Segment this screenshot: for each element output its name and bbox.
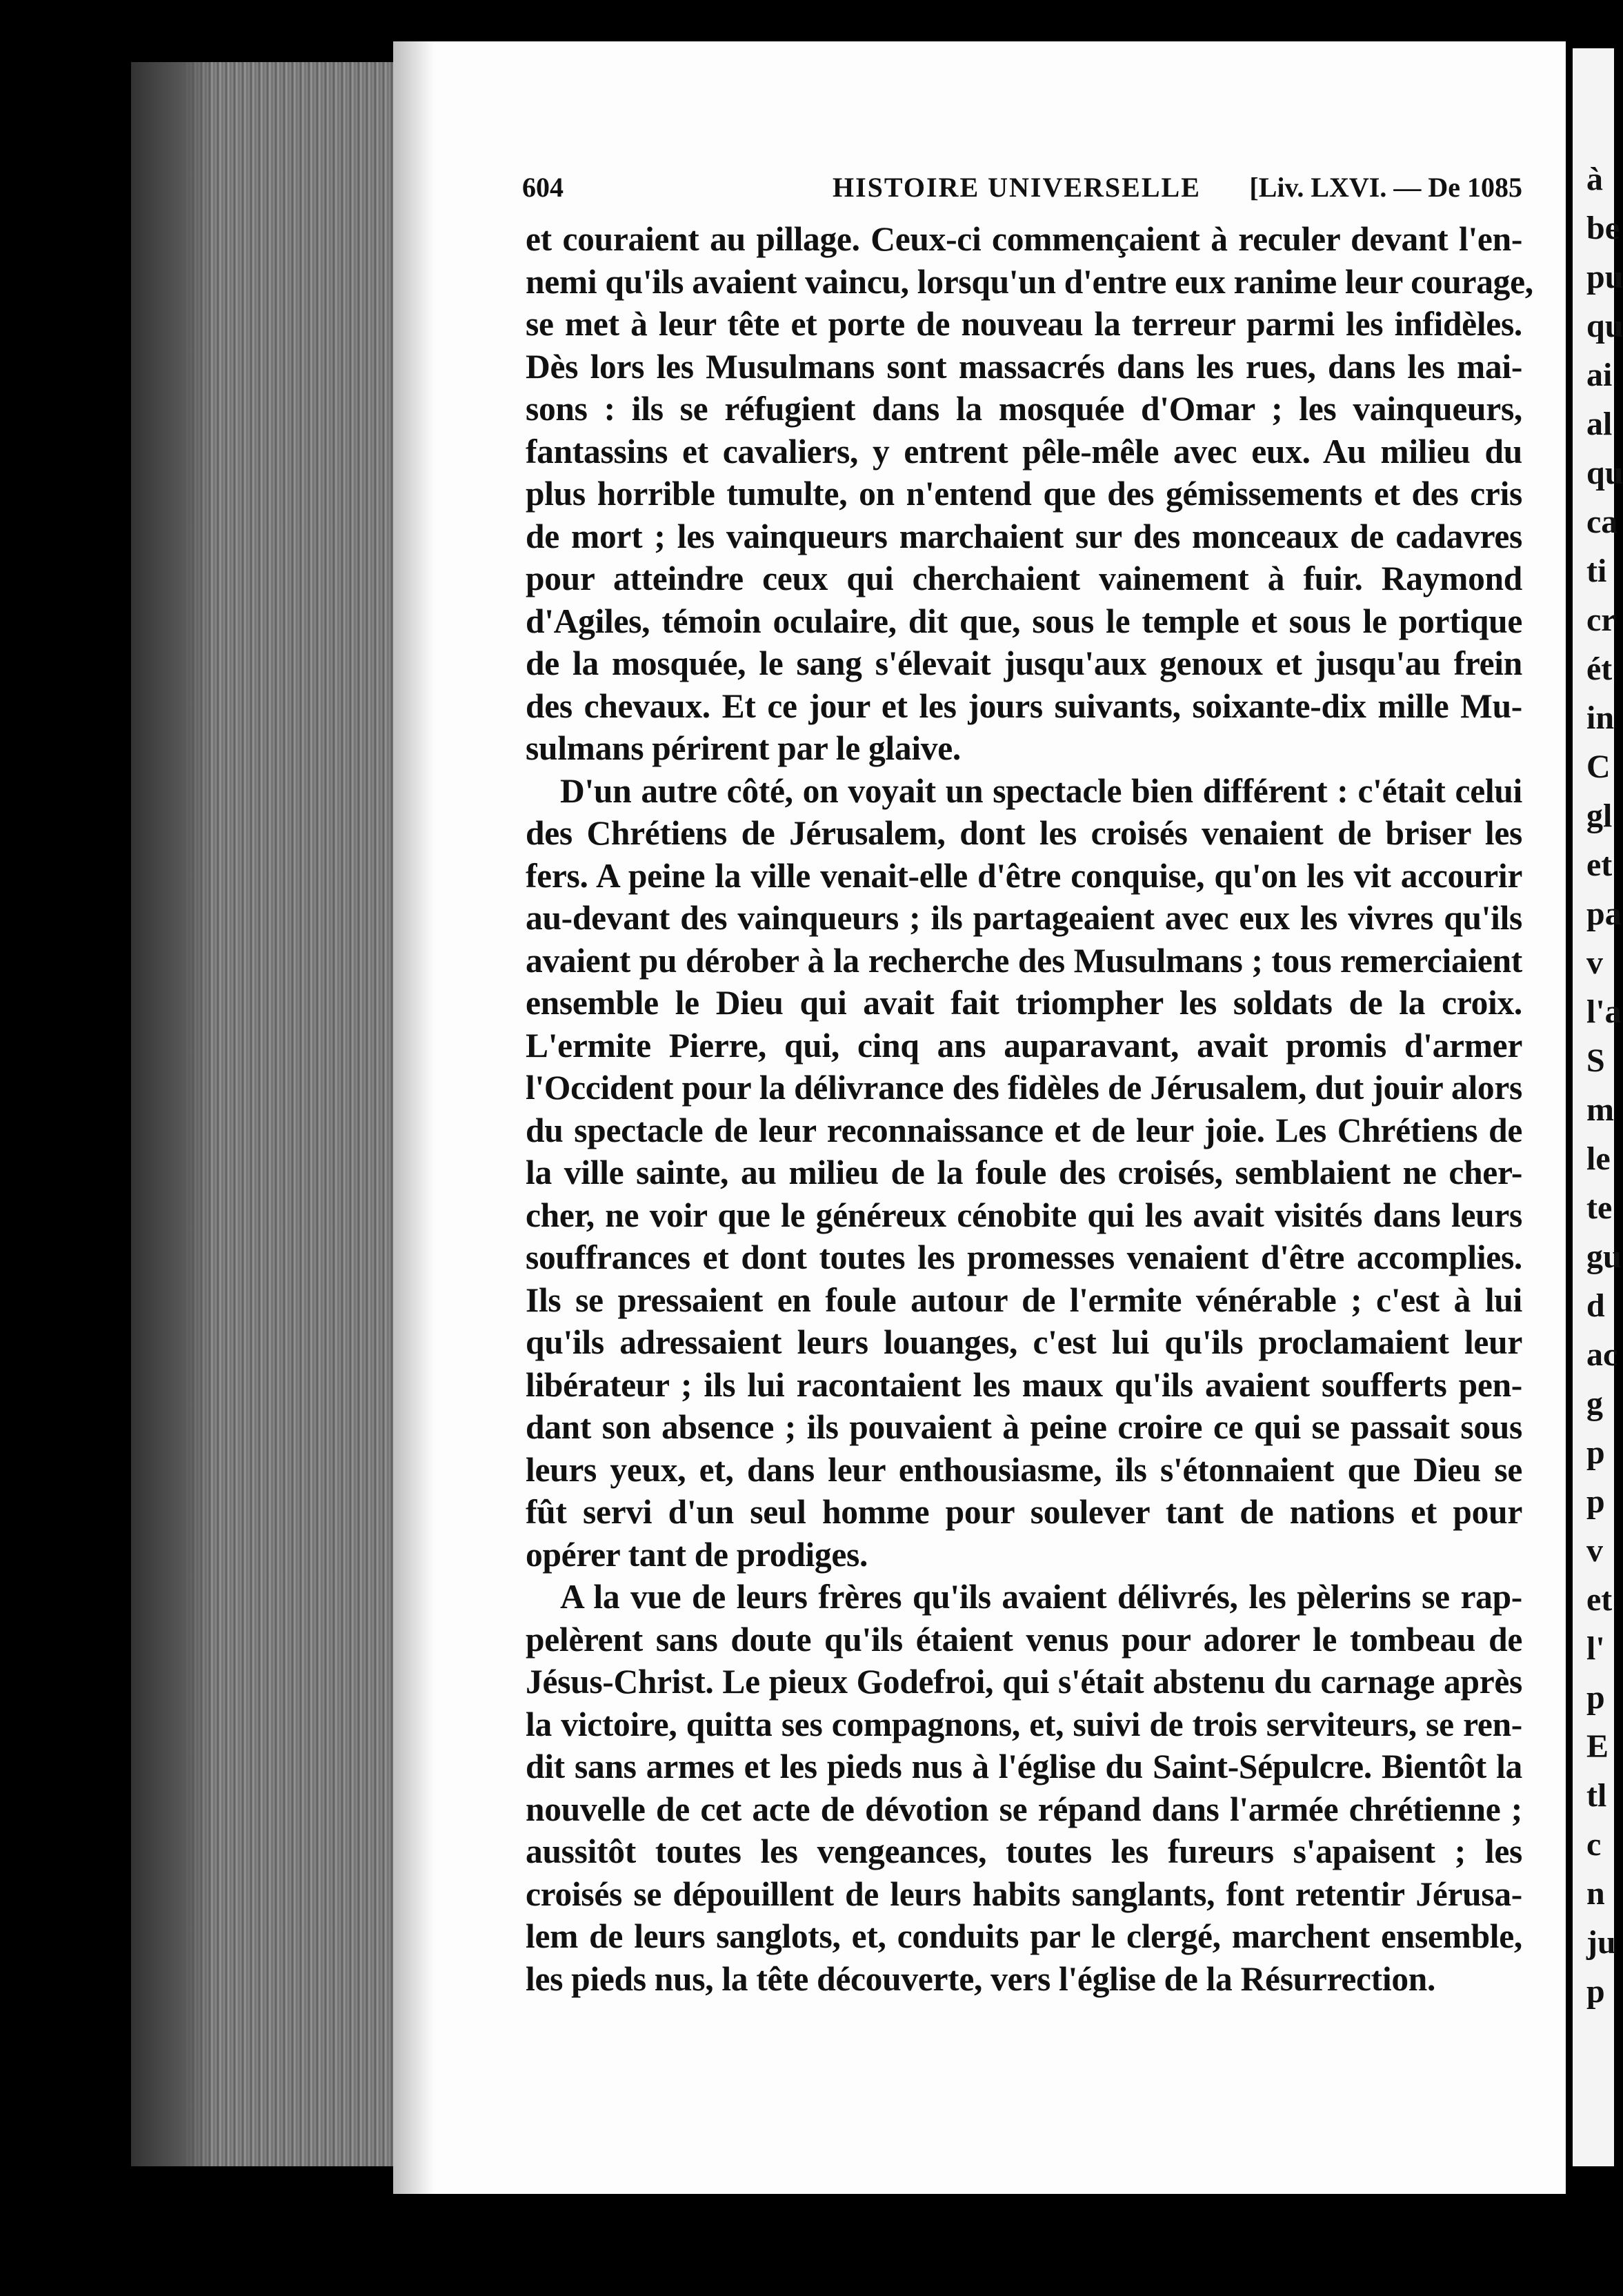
next-page-fragment: qu: [1586, 455, 1623, 491]
next-page-fragment: ac: [1586, 1336, 1618, 1373]
next-page-fragment: gl: [1586, 798, 1613, 834]
next-page-fragment: le: [1586, 1140, 1611, 1177]
text-line: pelèrent sans doute qu'ils étaient venus pour adorer le tombeau de: [526, 1621, 1522, 1659]
text-line: pour atteindre ceux qui cherchaient vainement à fuir. Raymond: [526, 560, 1522, 597]
next-page-fragment: l': [1586, 1630, 1605, 1667]
next-page-fragment: ju: [1586, 1924, 1616, 1961]
text-line: souffrances et dont toutes les promesses venaient d'être accomplies.: [526, 1238, 1522, 1276]
book-title: HISTOIRE UNIVERSELLE: [833, 172, 1201, 203]
next-page-fragment: p: [1586, 1483, 1605, 1520]
text-line: dant son absence ; ils pouvaient à peine croire ce qui se passait sous: [526, 1408, 1522, 1446]
next-page-fragment: à: [1586, 161, 1603, 197]
next-page-fragment: ca: [1586, 504, 1618, 540]
text-line: leurs yeux, et, dans leur enthousiasme, ils s'étonnaient que Dieu se: [526, 1451, 1522, 1489]
text-line: A la vue de leurs frères qu'ils avaient délivrés, les pèlerins se rap-: [560, 1578, 1522, 1616]
text-line: de mort ; les vainqueurs marchaient sur des monceaux de cadavres: [526, 517, 1522, 555]
next-page-fragment: n: [1586, 1875, 1605, 1912]
next-page-fragment: et: [1586, 1581, 1613, 1618]
next-page-fragment: v: [1586, 944, 1603, 981]
text-line: fantassins et cavaliers, y entrent pêle-mêle avec eux. Au milieu du: [526, 433, 1522, 471]
next-page-fragment: ti: [1586, 553, 1607, 589]
text-line: fût servi d'un seul homme pour soulever tant de nations et pour: [526, 1493, 1522, 1531]
text-line: la ville sainte, au milieu de la foule des croisés, semblaient ne cher-: [526, 1154, 1522, 1191]
text-line: des chevaux. Et ce jour et les jours suivants, soixante-dix mille Mu-: [526, 687, 1522, 725]
next-page-fragment: m: [1586, 1091, 1614, 1128]
text-line: L'ermite Pierre, qui, cinq ans auparavant, avait promis d'armer: [526, 1027, 1522, 1065]
text-line: du spectacle de leur reconnaissance et de leur joie. Les Chrétiens de: [526, 1111, 1522, 1149]
text-line: D'un autre côté, on voyait un spectacle bien différent : c'était celui: [560, 772, 1522, 810]
text-line: la victoire, quitta ses compagnons, et, suivi de trois serviteurs, se ren-: [526, 1705, 1522, 1743]
text-line: les pieds nus, la tête découverte, vers l'église de la Résurrection.: [526, 1960, 1436, 1998]
next-page-fragment: in: [1586, 700, 1615, 736]
text-line: aussitôt toutes les vengeances, toutes les fureurs s'apaisent ; les: [526, 1832, 1522, 1870]
section-reference: [Liv. LXVI. — De 1085: [1249, 172, 1522, 203]
text-line: et couraient au pillage. Ceux-ci commençaient à reculer devant l'en-: [526, 220, 1522, 258]
text-line: dit sans armes et les pieds nus à l'église du Saint-Sépulcre. Bientôt la: [526, 1748, 1522, 1785]
page-number: 604: [522, 172, 564, 203]
next-page-fragment: p: [1586, 1679, 1605, 1716]
text-line: sulmans périrent par le glaive.: [526, 729, 961, 767]
text-line: cher, ne voir que le généreux cénobite qui les avait visités dans leurs: [526, 1196, 1522, 1234]
text-line: des Chrétiens de Jérusalem, dont les croisés venaient de briser les: [526, 814, 1522, 852]
next-page-fragment: ét: [1586, 651, 1613, 687]
next-page-fragment: qu: [1586, 308, 1623, 344]
text-line: nemi qu'ils avaient vaincu, lorsqu'un d'entre eux ranime leur courage,: [526, 263, 1533, 301]
next-page-fragment: pu: [1586, 259, 1623, 295]
text-line: sons : ils se réfugient dans la mosquée d'Omar ; les vainqueurs,: [526, 390, 1522, 428]
running-head: [522, 171, 1522, 212]
next-page-fragment: be: [1586, 210, 1620, 246]
next-page-fragment: al: [1586, 406, 1613, 442]
next-page-fragment: et: [1586, 847, 1613, 883]
next-page-fragment: te: [1586, 1189, 1613, 1226]
next-page-fragment: C: [1586, 749, 1611, 785]
text-line: Ils se pressaient en foule autour de l'ermite vénérable ; c'est à lui: [526, 1281, 1522, 1319]
next-page-fragment: ai: [1586, 357, 1613, 393]
text-line: l'Occident pour la délivrance des fidèles de Jérusalem, dut jouir alors: [526, 1069, 1522, 1107]
text-line: Jésus-Christ. Le pieux Godefroi, qui s'était abstenu du carnage après: [526, 1663, 1522, 1701]
text-line: ensemble le Dieu qui avait fait triompher les soldats de la croix.: [526, 984, 1522, 1022]
next-page-fragment: E: [1586, 1728, 1609, 1765]
text-line: d'Agiles, témoin oculaire, dit que, sous le temple et sous le portique: [526, 602, 1522, 640]
text-line: nouvelle de cet acte de dévotion se répand dans l'armée chrétienne ;: [526, 1790, 1522, 1828]
next-page-fragment: tl: [1586, 1777, 1607, 1814]
next-page-fragment: v: [1586, 1532, 1603, 1569]
text-line: opérer tant de prodiges.: [526, 1536, 868, 1574]
page-block-shadow: [131, 62, 214, 2166]
text-line: lem de leurs sanglots, et, conduits par le clergé, marchent ensemble,: [526, 1917, 1522, 1955]
next-page-fragment: g: [1586, 1385, 1603, 1422]
text-line: au-devant des vainqueurs ; ils partageaient avec eux les vivres qu'ils: [526, 899, 1522, 937]
next-page-fragment: d: [1586, 1287, 1605, 1324]
next-page-fragment: c: [1586, 1826, 1602, 1863]
next-page-fragment: l'a: [1586, 993, 1622, 1030]
text-line: de la mosquée, le sang s'élevait jusqu'aux genoux et jusqu'au frein: [526, 644, 1522, 682]
text-line: se met à leur tête et porte de nouveau la terreur parmi les infidèles.: [526, 305, 1522, 343]
text-line: croisés se dépouillent de leurs habits sanglants, font retentir Jérusa-: [526, 1875, 1522, 1913]
next-page-fragment: pa: [1586, 895, 1622, 932]
next-page-fragment: cr: [1586, 602, 1616, 638]
next-page-fragment: p: [1586, 1434, 1605, 1471]
text-line: plus horrible tumulte, on n'entend que des gémissements et des cris: [526, 475, 1522, 513]
text-line: libérateur ; ils lui racontaient les maux qu'ils avaient soufferts pen-: [526, 1366, 1522, 1404]
next-page-fragment: p: [1586, 1973, 1605, 2010]
gutter-shadow: [393, 41, 435, 2194]
next-page-fragment: S: [1586, 1042, 1605, 1079]
text-line: Dès lors les Musulmans sont massacrés dans les rues, dans les mai-: [526, 348, 1522, 386]
next-page-fragment: gu: [1586, 1238, 1622, 1275]
text-line: fers. A peine la ville venait-elle d'être conquise, qu'on les vit accourir: [526, 857, 1522, 895]
text-line: avaient pu dérober à la recherche des Musulmans ; tous remerciaient: [526, 942, 1522, 980]
text-line: qu'ils adressaient leurs louanges, c'est lui qu'ils proclamaient leur: [526, 1323, 1522, 1361]
